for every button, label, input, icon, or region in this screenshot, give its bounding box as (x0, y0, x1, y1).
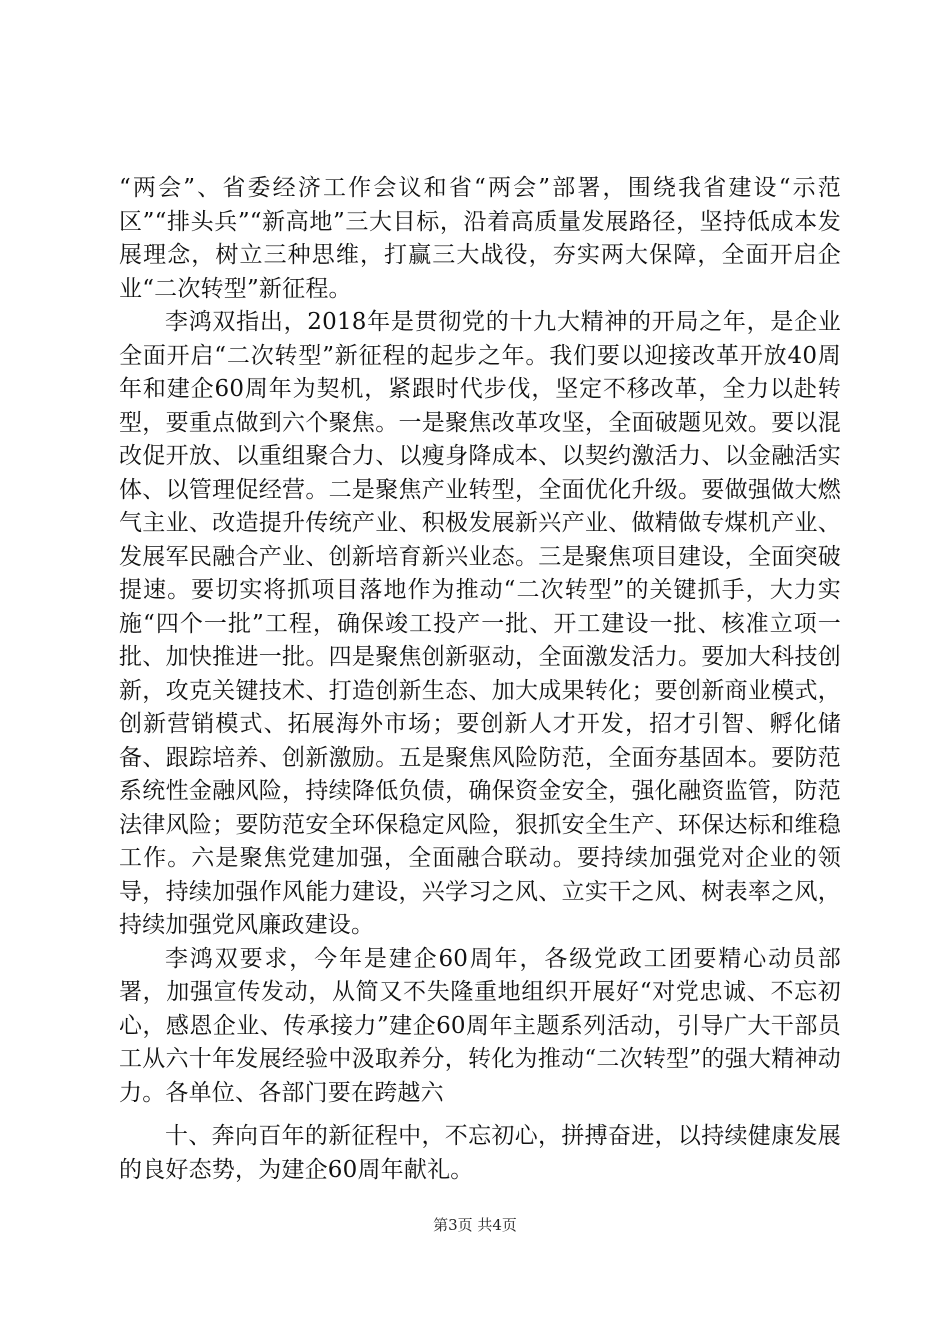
document-body (119, 172, 841, 1187)
paragraph-4: 十、奔向百年的新征程中，不忘初心，拼搏奋进，以持续健康发展的良好态势，为建企60周年献礼。 (119, 1123, 841, 1183)
paragraph-2: 李鸿双指出，2018年是贯彻党的十九大精神的开局之年，是企业全面开启“二次转型”新征程的起步之年。我们要以迎接改革开放40周年和建企60周年为契机，紧跟时代步伐，坚定不移改革，全力以赴转型，要重点做到六个聚焦。一是聚焦改革攻坚，全面破题见效。要以混改促开放、以重组聚合力、以瘦身降成本、以契约激活力、以金融活实体、以管理促经营。二是聚焦产业转型，全面优化升级。要做强做大燃气主业、改造提升传统产业、积极发展新兴产业、做精做专煤机产业、发展军民融合产业、创新培育新兴业态。三是聚焦项目建设，全面突破提速。要切实将抓项目落地作为推动“二次转型”的关键抓手，大力实施“四个一批”工程，确保竣工投产一批、开工建设一批、核准立项一批、加快推进一批。四是聚焦创新驱动，全面激发活力。要加大科技创新，攻克关键技术、打造创新生态、加大成果转化；要创新商业模式，创新营销模式、拓展海外市场；要创新人才开发，招才引智、孵化储备、跟踪培养、创新激励。五是聚焦风险防范，全面夯基固本。要防范系统性金融风险，持续降低负债，确保资金安全，强化融资监管，防范法律风险；要防范安全环保稳定风险，狠抓安全生产、环保达标和维稳工作。六是聚焦党建加强，全面融合联动。要持续加强党对企业的领导，持续加强作风能力建设，兴学习之风、立实干之风、树表率之风，持续加强党风廉政建设。 (119, 309, 841, 938)
page-number-footer: 第3页 共4页 (433, 1216, 517, 1234)
paragraph-3: 李鸿双要求，今年是建企60周年，各级党政工团要精心动员部署，加强宣传发动，从简又不失隆重地组织开展好“对党忠诚、不忘初心，感恩企业、传承接力”建企60周年主题系列活动，引导广大干部员工从六十年发展经验中汲取养分，转化为推动“二次转型”的强大精神动力。各单位、各部门要在跨越六 (119, 945, 841, 1106)
paragraph-1: “两会”、省委经济工作会议和省“两会”部署，围绕我省建设“示范区”“排头兵”“新高地”三大目标，沿着高质量发展路径，坚持低成本发展理念，树立三种思维，打赢三大战役，夯实两大保障，全面开启企业“二次转型”新征程。 (119, 175, 841, 302)
